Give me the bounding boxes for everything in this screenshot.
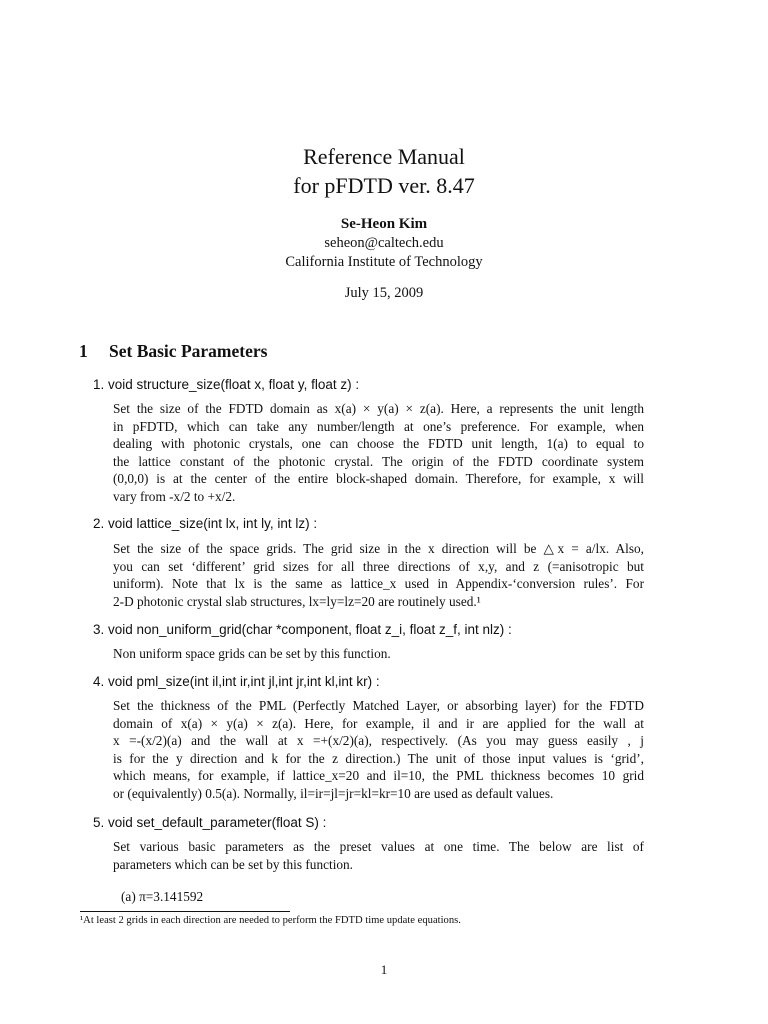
item-2-signature: 2. void lattice_size(int lx, int ly, int lz) :: [93, 516, 318, 531]
item-4-line-3: x =-(x/2)(a) and the wall at x =+(x/2)(a), respectively. (As you may guess easily , j: [113, 733, 644, 749]
item-4-line-5: which means, for example, if lattice_x=20 and il=10, the PML thickness becomes 10 grid: [113, 768, 644, 784]
item-2-line-4: 2-D photonic crystal slab structures, lx=ly=lz=20 are routinely used.¹: [113, 593, 481, 609]
item-1-line-6: vary from -x/2 to +x/2.: [113, 488, 236, 504]
section-heading: [79, 341, 267, 362]
item-2-line-3: uniform). Note that lx is the same as lattice_x used in Appendix-‘conversion rules’. For: [113, 576, 644, 592]
item-4-signature: 4. void pml_size(int il,int ir,int jl,int jr,int kl,int kr) :: [93, 674, 380, 689]
item-5-line-2: parameters which can be set by this function.: [113, 856, 354, 872]
item-3-line-1: Non uniform space grids can be set by this function.: [113, 646, 391, 661]
section-title: Set Basic Parameters: [109, 341, 268, 361]
title-line-2: for pFDTD ver. 8.47: [293, 173, 475, 198]
section-number: 1: [79, 341, 88, 361]
item-4-line-6: or (equivalently) 0.5(a). Normally, il=ir=jl=jr=kl=kr=10 are used as default values.: [113, 785, 554, 801]
page-number: 1: [380, 962, 388, 977]
sub-item-a: (a) π=3.141592: [121, 889, 204, 904]
item-5-description: [113, 838, 644, 873]
item-4-line-1: Set the thickness of the PML (Perfectly Matched Layer, or absorbing layer) for the FDTD: [113, 698, 644, 713]
item-2-line-2: you can set ‘different’ grid sizes for all three directions of x,y, and z (=anisotropic but: [113, 558, 644, 574]
item-2-line-1: Set the size of the space grids. The grid size in the x direction will be △x = a/lx. Also,: [113, 541, 644, 556]
footnote: ¹At least 2 grids in each direction are needed to perform the FDTD time update equations.: [80, 915, 461, 926]
item-1-line-3: dealing with photonic crystals, one can choose the FDTD unit length, 1(a) to equal to: [113, 436, 644, 452]
footnote-rule: [80, 911, 290, 912]
item-1-line-2: in pFDTD, which can take any number/length at one’s preference. For example, when: [113, 418, 644, 434]
item-1-line-4: the lattice constant of the photonic crystal. The origin of the FDTD coordinate system: [113, 453, 644, 469]
author-email: seheon@caltech.edu: [324, 235, 444, 251]
item-4-line-2: domain of x(a) × y(a) × z(a). Here, for example, il and ir are applied for the wall at: [113, 715, 644, 731]
item-4-line-4: is for the y direction and k for the z direction.) The unit of those input values is ‘grid’,: [113, 750, 644, 766]
item-3-signature: 3. void non_uniform_grid(char *component, float z_i, float z_f, int nlz) :: [93, 622, 512, 637]
item-4-description: [113, 697, 644, 803]
author-institution: California Institute of Technology: [285, 254, 483, 270]
publication-date: July 15, 2009: [344, 285, 424, 301]
title-line-1: Reference Manual: [303, 144, 465, 169]
author-name: Se-Heon Kim: [340, 216, 428, 232]
item-5-signature: 5. void set_default_parameter(float S) :: [93, 815, 327, 830]
item-1-description: [113, 400, 644, 506]
item-1-line-5: (0,0,0) is at the center of the entire block-shaped domain. Therefore, for example, x will: [113, 471, 644, 487]
item-5-line-1: Set various basic parameters as the preset values at one time. The below are list of: [113, 839, 644, 854]
item-1-signature: 1. void structure_size(float x, float y, float z) :: [93, 377, 360, 392]
item-1-line-1: Set the size of the FDTD domain as x(a) × y(a) × z(a). Here, a represents the unit length: [113, 401, 644, 416]
item-2-description: [113, 540, 644, 610]
item-3-description: [113, 645, 644, 663]
